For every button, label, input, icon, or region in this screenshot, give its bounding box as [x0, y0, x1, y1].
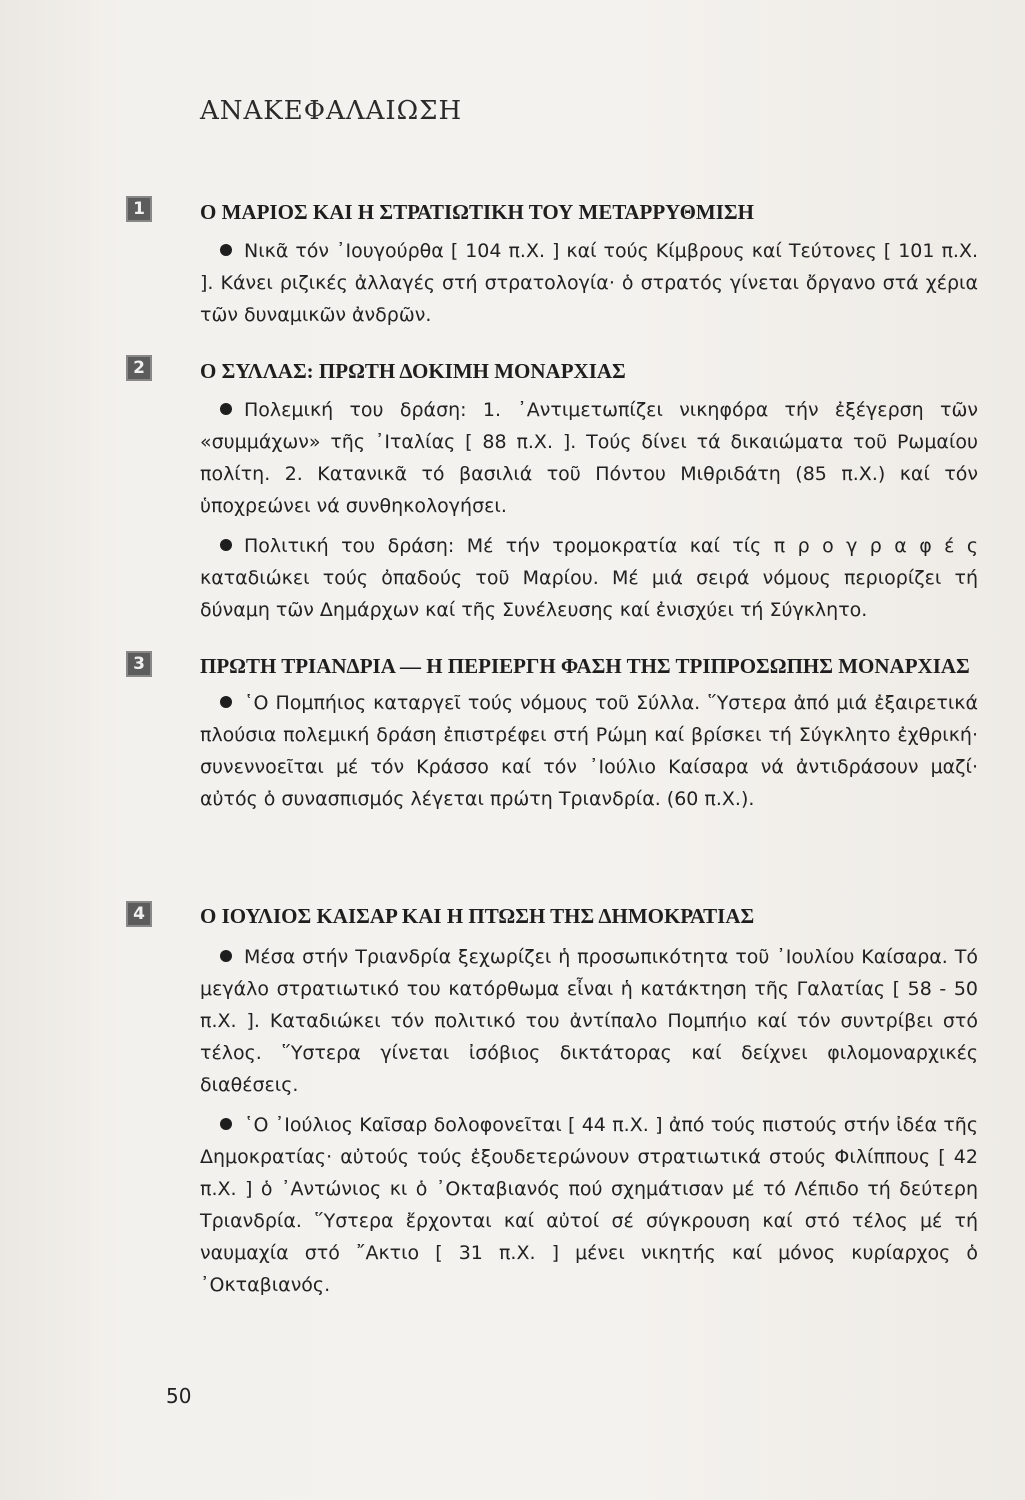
page-title: ΑΝΑΚΕΦΑΛΑΙΩΣΗ [200, 96, 463, 126]
section-paragraph [200, 941, 978, 1101]
bullet-icon [220, 696, 232, 708]
section-paragraph [200, 235, 978, 331]
section-paragraph [200, 394, 978, 522]
section-2 [120, 355, 980, 626]
bullet-icon [220, 403, 232, 415]
section-number-badge: 2 [126, 355, 152, 381]
section-number-badge: 4 [126, 901, 152, 927]
section-3 [120, 651, 980, 815]
section-heading: Ο ΙΟΥΛΙΟΣ ΚΑΙΣΑΡ ΚΑΙ Η ΠΤΩΣΗ ΤΗΣ ΔΗΜΟΚΡΑΤΙΑΣ [200, 904, 755, 928]
section-1 [120, 196, 980, 331]
bullet-icon [220, 244, 232, 256]
section-heading: Ο ΜΑΡΙΟΣ ΚΑΙ Η ΣΤΡΑΤΙΩΤΙΚΗ ΤΟΥ ΜΕΤΑΡΡΥΘΜΙΣΗ [200, 200, 754, 224]
bullet-icon [220, 1118, 232, 1130]
bullet-icon [220, 539, 232, 551]
section-heading: ΠΡΩΤΗ ΤΡΙΑΝΔΡΙΑ — Η ΠΕΡΙΕΡΓΗ ΦΑΣΗ ΤΗΣ ΤΡΙΠΡΟΣΩΠΗΣ ΜΟΝΑΡΧΙΑΣ [200, 654, 970, 678]
paragraph-text: ῾Ο Πομπήιος καταργεῖ τούς νόμους τοῦ Σύλλα. ῞Υστερα ἀπό μιά ἐξαιρετικά πλούσια πολεμική δράση ἐπιστρέφει στή Ρώμη καί βρίσκει τή Σύγκλητο ἐχθρική· συνεννοεῖται μέ τόν Κράσσο καί τόν ᾿Ιούλιο Καίσαρα νά ἀντιδράσουν μαζί· αὐτός ὁ συνασπισμός λέγεται πρώτη Τριανδρία. (60 π.Χ.). [200, 692, 978, 810]
section-number-badge: 1 [126, 196, 152, 222]
bullet-icon [220, 950, 232, 962]
paragraph-text: ῾Ο ᾿Ιούλιος Καῖσαρ δολοφονεῖται [ 44 π.Χ. ] ἀπό τούς πιστούς στήν ἰδέα τῆς Δημοκρατίας· αὐτούς τούς ἐξουδετερώνουν στρατιωτικά στούς Φιλίππους [ 42 π.Χ. ] ὁ ᾿Αντώνιος κι ὁ ᾿Οκταβιανός πού σχημάτισαν μέ τό Λέπιδο τή δεύτερη Τριανδρία. ῞Υστερα ἔρχονται καί αὐτοί σέ σύγκρουση καί στό τέλος μέ τή ναυμαχία στό ῎Ακτιο [ 31 π.Χ. ] μένει νικητής καί μόνος κυρίαρχος ὁ ᾿Οκταβιανός. [200, 1114, 978, 1296]
section-paragraph [200, 687, 978, 815]
paragraph-text: Νικᾶ τόν ᾿Ιουγούρθα [ 104 π.Χ. ] καί τούς Κίμβρους καί Τεύτονες [ 101 π.Χ. ]. Κάνει ριζικές ἀλλαγές στή στρατολογία· ὁ στρατός γίνεται ὄργανο στά χέρια τῶν δυναμικῶν ἀνδρῶν. [200, 240, 978, 326]
page-number: 50 [166, 1384, 192, 1408]
paragraph-text: Πολιτική του δράση: Μέ τήν τρομοκρατία καί τίς π ρ ο γ ρ α φ έ ς καταδιώκει τούς ὀπαδούς τοῦ Μαρίου. Μέ μιά σειρά νόμους περιορίζει τή δύναμη τῶν Δημάρχων καί τῆς Συνέλευσης καί ἐνισχύει τή Σύγκλητο. [200, 535, 978, 621]
paragraph-text: Μέσα στήν Τριανδρία ξεχωρίζει ἡ προσωπικότητα τοῦ ᾿Ιουλίου Καίσαρα. Τό μεγάλο στρατιωτικό του κατόρθωμα εἶναι ἡ κατάκτηση τῆς Γαλατίας [ 58 - 50 π.Χ. ]. Καταδιώκει τόν πολιτικό του ἀντίπαλο Πομπήιο καί τόν συντρίβει στό τέλος. ῞Υστερα γίνεται ἰσόβιος δικτάτορας καί δείχνει φιλομοναρχικές διαθέσεις. [200, 946, 978, 1096]
section-paragraph [200, 530, 978, 626]
section-number-badge: 3 [126, 651, 152, 677]
section-4 [120, 901, 980, 1301]
paragraph-text: Πολεμική του δράση: 1. ᾿Αντιμετωπίζει νικηφόρα τήν ἐξέγερση τῶν «συμμάχων» τῆς ᾿Ιταλίας [ 88 π.Χ. ]. Τούς δίνει τά δικαιώματα τοῦ Ρωμαίου πολίτη. 2. Κατανικᾶ τό βασιλιά τοῦ Πόντου Μιθριδάτη (85 π.Χ.) καί τόν ὑποχρεώνει νά συνθηκολογήσει. [200, 399, 978, 517]
section-paragraph [200, 1109, 978, 1301]
section-heading: Ο ΣΥΛΛΑΣ: ΠΡΩΤΗ ΔΟΚΙΜΗ ΜΟΝΑΡΧΙΑΣ [200, 359, 626, 383]
